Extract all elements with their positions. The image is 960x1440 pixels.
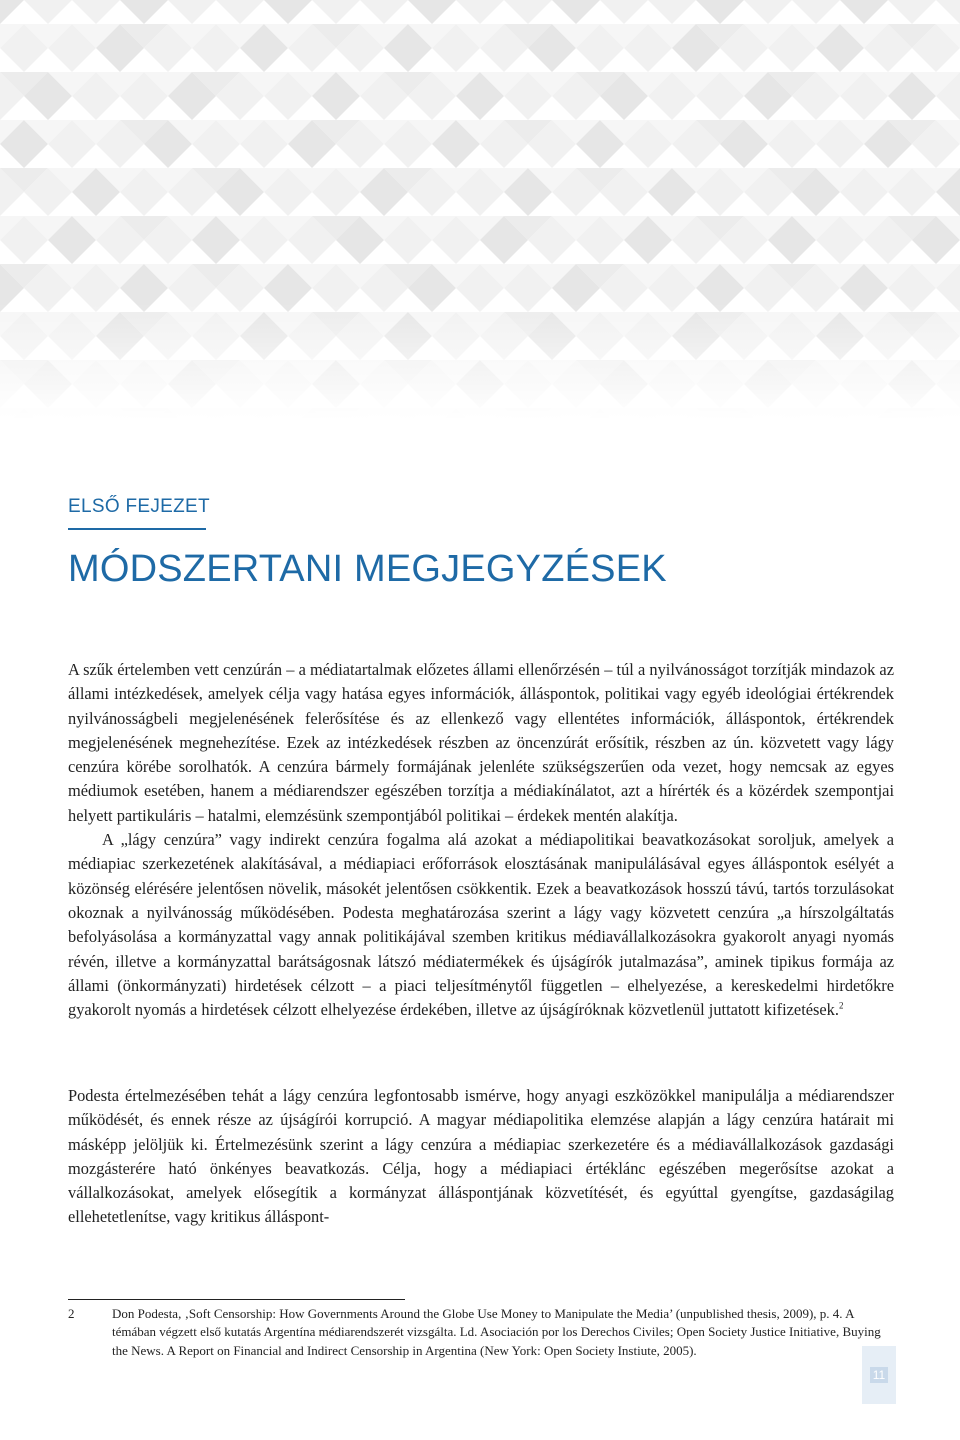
footnote-separator	[68, 1299, 405, 1300]
decorative-header-pattern	[0, 0, 960, 420]
chapter-title: MÓDSZERTANI MEGJEGYZÉSEK	[68, 548, 667, 590]
page-number: 11	[870, 1367, 888, 1383]
footnote-number: 2	[68, 1306, 75, 1321]
paragraph-2	[68, 828, 894, 1022]
footnote-text: Don Podesta, ‚Soft Censorship: How Governments Around the Globe Use Money to Manipulate the Media’ (unpublished thesis, 2009), p. 4. A témában végzett első kutatás Argentína médiarendszerét vizsgálta. Ld. Asociación por los Derechos Civiles; Open Society Justice Initiative, Buying the News. A Report on Financial and Indirect Censorship in Argentina (New York: Open Society Instiute, 2005).	[112, 1306, 881, 1358]
footnote-reference[interactable]: 2	[838, 1000, 844, 1011]
body-section-2	[68, 1084, 894, 1230]
paragraph-1: A szűk értelemben vett cenzúrán – a médiatartalmak előzetes állami ellenőrzésén – túl a nyilvánosságot torzítják mindazok az állami intézkedések, amelyek célja vagy hatása egyes információk, álláspontok, politikai vagy egyéb ideológiai értékrendek nyilvánosságbeli megjelenésének felerősítése és az ellenkező vagy ellentétes információk, álláspontok, értékrendek megjelenésének megnehezítése. Ezek az intézkedések részben az öncenzúrát erősítik, részben az ún. közvetett vagy lágy cenzúra körébe sorolhatók. A cenzúra bármely formájának jelenléte szükségszerűen oda vezet, hogy nemcsak az egyes médiumok esetében, hanem a médiarendszer egészében torzítja a médiakínálatot, azt a hírérték és a közérdek szempontjai helyett partikuláris – hatalmi, elemzésünk szempontjából politikai – érdekek mentén alakítja.	[68, 660, 894, 825]
chapter-label: ELSŐ FEJEZET	[68, 496, 210, 517]
body-section-1	[68, 658, 894, 1022]
paragraph-2-text: A „lágy cenzúra” vagy indirekt cenzúra fogalma alá azokat a médiapolitikai beavatkozásokat soroljuk, amelyek a médiapiac szerkezetének alakításával, a médiapiaci erőforrások elosztásának manipulálásával egyes álláspontok esélyét a közönség elérésére jelentősen növelik, másokét jelentősen csökkentik. Ezek a beavatkozások hosszú távú, tartós torzulásokat okoznak a nyilvánosság működésében. Podesta meghatározása szerint a lágy vagy közvetett cenzúra „a hírszolgáltatás befolyásolása a kormányzattal vagy annak politikájával szemben kritikus médiavállalkozásokra gyakorolt anyagi nyomás révén, illetve a kormányzattal barátságosnak látszó médiatermékek és újságírók jutalmazása”, aminek tipikus formája az állami (önkormányzati) hirdetések célzott – a piaci teljesítménytől független – elhelyezése, a kereskedelmi hirdetőkre gyakorolt nyomás a hirdetések célzott elhelyezése érdekében, illetve az újságíróknak közvetlenül juttatott kifizetések.	[68, 830, 894, 1020]
page-number-tab	[862, 1346, 896, 1404]
footnote	[68, 1305, 894, 1360]
chapter-label-underline	[68, 528, 206, 530]
paragraph-3: Podesta értelmezésében tehát a lágy cenzúra legfontosabb ismérve, hogy anyagi eszközökkel manipulálja a médiarendszer működését, és ennek része az újságírói korrupció. A magyar médiapolitika elemzése alapján a lágy cenzúra határait mi másképp jelöljük ki. Értelmezésünk szerint a lágy cenzúra a médiapiac szerkezetére és a médiavállalkozások gazdasági mozgásterére ható önkényes beavatkozás. Célja, hogy a médiapiaci értéklánc egészében megerősítse azokat a vállalkozásokat, amelyek elősegítik a kormányzat álláspontjának közvetítését, és egyúttal gyengítse, gazdaságilag ellehetetlenítse, vagy kritikus álláspont-	[68, 1086, 894, 1227]
